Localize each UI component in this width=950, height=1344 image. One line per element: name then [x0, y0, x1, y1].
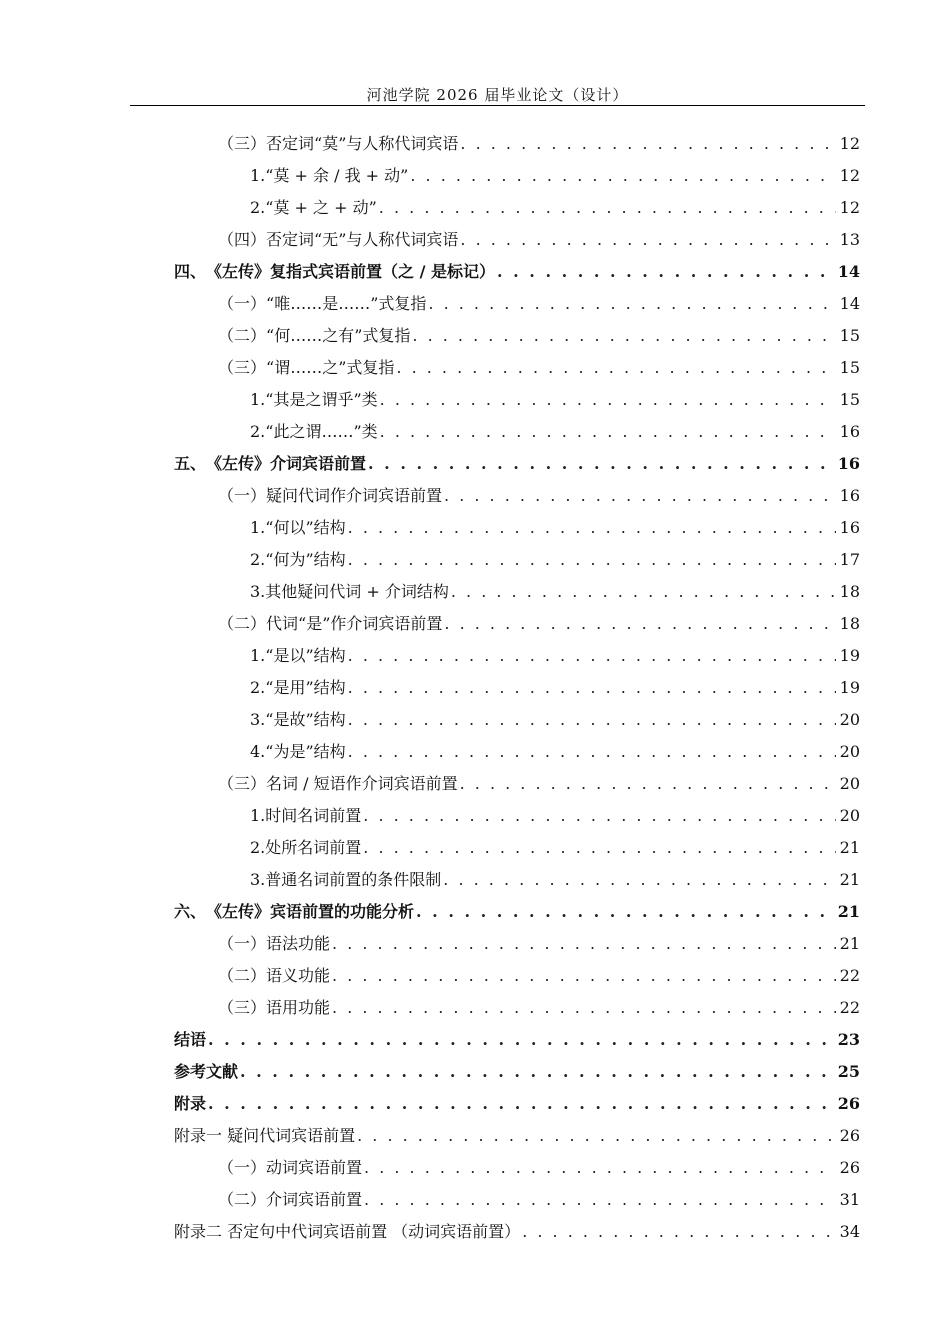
toc-entry-title: 否定词“莫”与人称代词宾语 — [266, 134, 459, 153]
toc-entry-title: 疑问代词作介词宾语前置 — [266, 486, 443, 505]
dot-leader — [357, 1120, 836, 1152]
dot-leader — [332, 928, 836, 960]
toc-entry-title: “何为”结构 — [265, 550, 346, 569]
toc-entry[interactable] — [174, 288, 860, 320]
dot-leader — [240, 1056, 834, 1088]
toc-entry-number: 3. — [250, 582, 266, 601]
toc-entry-title: “莫 + 余 / 我 + 动” — [265, 166, 409, 185]
toc-entry-page-number: 21 — [839, 870, 860, 889]
toc-entry-title: 语义功能 — [266, 966, 331, 985]
toc-entry-page-number: 20 — [839, 742, 860, 761]
toc-entry[interactable] — [174, 256, 860, 288]
dot-leader — [348, 544, 836, 576]
toc-entry[interactable] — [174, 800, 860, 832]
toc-entry-page-number: 18 — [839, 614, 860, 633]
toc-entry-page-number: 26 — [839, 1158, 860, 1177]
toc-entry-title: 结语 — [174, 1030, 207, 1049]
toc-entry[interactable] — [174, 1216, 860, 1248]
toc-entry-title: 语用功能 — [266, 998, 331, 1017]
toc-entry[interactable] — [174, 960, 860, 992]
dot-leader — [348, 736, 836, 768]
toc-entry-page-number: 15 — [839, 358, 860, 377]
dot-leader — [416, 896, 834, 928]
toc-entry[interactable] — [174, 544, 860, 576]
dot-leader — [348, 512, 836, 544]
dot-leader — [363, 832, 835, 864]
toc-entry[interactable] — [174, 1088, 860, 1120]
toc-entry-title: 时间名词前置 — [265, 806, 362, 825]
toc-entry-title: 参考文献 — [174, 1062, 239, 1081]
toc-entry-page-number: 12 — [839, 134, 860, 153]
toc-entry-number: （一） — [218, 294, 267, 313]
toc-entry-page-number: 21 — [839, 934, 860, 953]
toc-entry-title: “是以”结构 — [265, 646, 346, 665]
dot-leader — [368, 448, 834, 480]
toc-entry-page-number: 16 — [837, 454, 860, 473]
toc-entry[interactable] — [174, 160, 860, 192]
toc-entry-page-number: 15 — [839, 390, 860, 409]
dot-leader — [208, 1024, 834, 1056]
toc-entry-title: “是用”结构 — [265, 678, 346, 697]
toc-entry-title: 其他疑问代词 + 介词结构 — [265, 582, 449, 601]
toc-entry-number: 2. — [250, 422, 266, 441]
toc-entry-number: 2. — [250, 550, 266, 569]
toc-entry-number: 1. — [250, 390, 266, 409]
toc-entry-title: “谓……之”式复指 — [266, 358, 395, 377]
toc-entry-title: “此之谓……”类 — [265, 422, 378, 441]
toc-entry-page-number: 19 — [839, 646, 860, 665]
dot-leader — [451, 576, 836, 608]
toc-entry-page-number: 21 — [839, 838, 860, 857]
toc-entry-number: （四） — [218, 230, 267, 249]
toc-entry[interactable] — [174, 576, 860, 608]
toc-entry[interactable] — [174, 672, 860, 704]
toc-entry-number: （三） — [218, 358, 267, 377]
toc-entry-title: 附录 — [174, 1094, 207, 1113]
toc-entry-page-number: 20 — [839, 774, 860, 793]
toc-entry-title: 介词宾语前置 — [266, 1190, 363, 1209]
toc-entry-number: （一） — [218, 1158, 267, 1177]
toc-entry-number: （二） — [218, 326, 267, 345]
dot-leader — [497, 256, 834, 288]
toc-entry-page-number: 16 — [839, 422, 860, 441]
toc-entry[interactable] — [174, 1120, 860, 1152]
toc-entry[interactable] — [174, 768, 860, 800]
toc-entry-number: 四、 — [174, 262, 207, 281]
toc-entry-page-number: 17 — [839, 550, 860, 569]
toc-entry[interactable] — [174, 1152, 860, 1184]
page-header: 河池学院 2026 届毕业论文（设计） — [366, 86, 629, 104]
dot-leader — [348, 640, 836, 672]
toc-entry-number: 2. — [250, 198, 266, 217]
dot-leader — [443, 864, 835, 896]
toc-entry[interactable] — [174, 128, 860, 160]
toc-entry[interactable] — [174, 992, 860, 1024]
toc-entry-number: 4. — [250, 742, 266, 761]
dot-leader — [208, 1088, 834, 1120]
toc-entry-number: （一） — [218, 486, 267, 505]
header-divider — [130, 105, 865, 106]
toc-entry-number: （一） — [218, 934, 267, 953]
toc-entry-number: 1. — [250, 166, 266, 185]
toc-entry[interactable] — [174, 736, 860, 768]
dot-leader — [380, 384, 836, 416]
toc-entry[interactable] — [174, 864, 860, 896]
toc-entry[interactable] — [174, 608, 860, 640]
dot-leader — [380, 416, 836, 448]
dot-leader — [348, 704, 836, 736]
dot-leader — [348, 672, 836, 704]
toc-entry-page-number: 20 — [839, 806, 860, 825]
toc-entry-page-number: 19 — [839, 678, 860, 697]
dot-leader — [444, 608, 835, 640]
toc-entry-number: （二） — [218, 614, 267, 633]
toc-entry-title: 《左传》宾语前置的功能分析 — [206, 902, 415, 921]
toc-entry-title: 处所名词前置 — [265, 838, 362, 857]
toc-entry[interactable] — [174, 384, 860, 416]
dot-leader — [379, 192, 836, 224]
dot-leader — [460, 224, 835, 256]
toc-entry-title: “唯……是……”式复指 — [266, 294, 427, 313]
toc-entry-number: 1. — [250, 806, 266, 825]
toc-entry[interactable] — [174, 640, 860, 672]
toc-entry[interactable] — [174, 224, 860, 256]
toc-entry-page-number: 16 — [839, 518, 860, 537]
toc-entry[interactable] — [174, 1184, 860, 1216]
toc-entry-title: 附录二 否定句中代词宾语前置 （动词宾语前置） — [174, 1222, 521, 1241]
toc-entry-page-number: 23 — [837, 1030, 860, 1049]
dot-leader — [460, 128, 835, 160]
toc-entry-title: 普通名词前置的条件限制 — [265, 870, 442, 889]
toc-entry-page-number: 12 — [839, 166, 860, 185]
table-of-contents — [174, 128, 860, 1248]
toc-entry-number: 五、 — [174, 454, 207, 473]
toc-entry-page-number: 22 — [839, 966, 860, 985]
toc-entry-title: 附录一 疑问代词宾语前置 — [174, 1126, 356, 1145]
toc-entry-number: （三） — [218, 774, 267, 793]
dot-leader — [460, 768, 836, 800]
toc-entry-number: 1. — [250, 518, 266, 537]
toc-entry-title: 《左传》介词宾语前置 — [206, 454, 367, 473]
toc-entry-number: （三） — [218, 998, 267, 1017]
toc-entry-number: 2. — [250, 678, 266, 697]
toc-entry-title: 动词宾语前置 — [266, 1158, 363, 1177]
toc-entry-title: 代词“是”作介词宾语前置 — [266, 614, 443, 633]
dot-leader — [363, 800, 835, 832]
toc-entry-page-number: 21 — [837, 902, 860, 921]
dot-leader — [396, 352, 835, 384]
toc-entry-page-number: 34 — [839, 1222, 860, 1241]
toc-entry-page-number: 31 — [839, 1190, 860, 1209]
toc-entry-title: “莫 + 之 + 动” — [265, 198, 377, 217]
dot-leader — [332, 992, 836, 1024]
toc-entry-page-number: 15 — [839, 326, 860, 345]
toc-entry[interactable] — [174, 1024, 860, 1056]
toc-entry[interactable] — [174, 928, 860, 960]
toc-entry-title: “其是之谓乎”类 — [265, 390, 378, 409]
toc-entry[interactable] — [174, 512, 860, 544]
toc-entry[interactable] — [174, 896, 860, 928]
toc-entry-title: 否定词“无”与人称代词宾语 — [266, 230, 459, 249]
toc-entry-title: “是故”结构 — [265, 710, 346, 729]
dot-leader — [332, 960, 836, 992]
toc-entry-title: “何……之有”式复指 — [266, 326, 411, 345]
toc-entry-page-number: 26 — [837, 1094, 860, 1113]
toc-entry-number: 六、 — [174, 902, 207, 921]
toc-entry-number: （三） — [218, 134, 267, 153]
dot-leader — [522, 1216, 835, 1248]
toc-entry[interactable] — [174, 416, 860, 448]
dot-leader — [412, 320, 835, 352]
toc-entry[interactable] — [174, 480, 860, 512]
toc-entry-number: （二） — [218, 1190, 267, 1209]
toc-entry-page-number: 22 — [839, 998, 860, 1017]
toc-entry-page-number: 18 — [839, 582, 860, 601]
dot-leader — [410, 160, 835, 192]
toc-entry[interactable] — [174, 320, 860, 352]
toc-entry-title: 《左传》复指式宾语前置（之 / 是标记） — [206, 262, 496, 281]
dot-leader — [428, 288, 835, 320]
dot-leader — [364, 1184, 836, 1216]
dot-leader — [444, 480, 836, 512]
toc-entry-page-number: 12 — [839, 198, 860, 217]
toc-entry-number: 3. — [250, 710, 266, 729]
toc-entry[interactable] — [174, 704, 860, 736]
toc-entry-title: “为是”结构 — [265, 742, 346, 761]
toc-entry-number: 2. — [250, 838, 266, 857]
toc-entry-title: 名词 / 短语作介词宾语前置 — [266, 774, 458, 793]
toc-entry-page-number: 16 — [839, 486, 860, 505]
toc-entry[interactable] — [174, 448, 860, 480]
toc-entry-page-number: 13 — [839, 230, 860, 249]
toc-entry-number: 1. — [250, 646, 266, 665]
toc-entry-title: 语法功能 — [266, 934, 331, 953]
toc-entry-number: 3. — [250, 870, 266, 889]
toc-entry[interactable] — [174, 1056, 860, 1088]
toc-entry[interactable] — [174, 192, 860, 224]
toc-entry-page-number: 20 — [839, 710, 860, 729]
toc-entry-page-number: 26 — [839, 1126, 860, 1145]
toc-entry-page-number: 14 — [837, 262, 860, 281]
toc-entry-number: （二） — [218, 966, 267, 985]
toc-entry[interactable] — [174, 352, 860, 384]
toc-entry[interactable] — [174, 832, 860, 864]
toc-entry-title: “何以”结构 — [265, 518, 346, 537]
dot-leader — [364, 1152, 836, 1184]
toc-entry-page-number: 14 — [839, 294, 860, 313]
toc-entry-page-number: 25 — [837, 1062, 860, 1081]
